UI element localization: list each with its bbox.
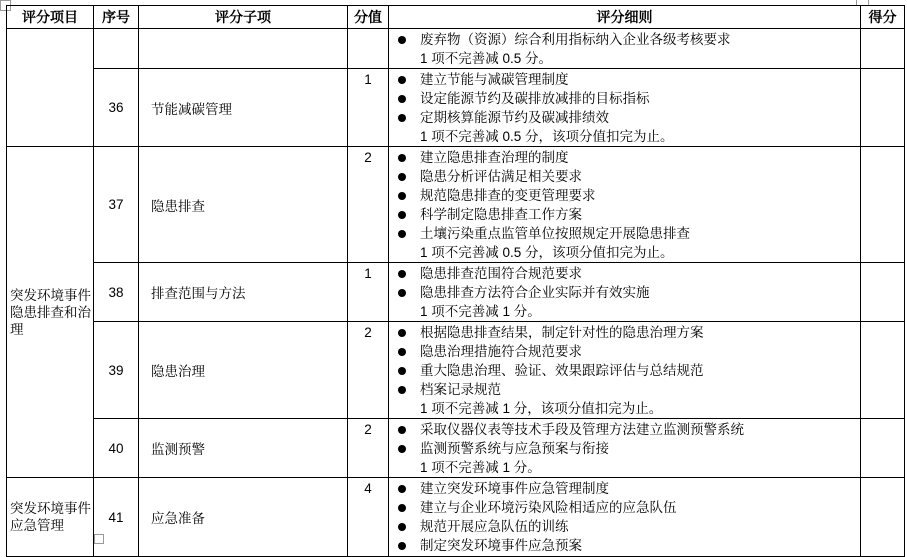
score-obtained-cell[interactable] bbox=[861, 478, 905, 557]
detail-text: 1 项不完善减 1 分。 bbox=[420, 460, 541, 475]
details-cell bbox=[389, 69, 861, 147]
detail-line bbox=[396, 167, 856, 186]
detail-text: 土壤污染重点监管单位按照规定开展隐患排查 bbox=[420, 226, 690, 241]
details-cell bbox=[389, 263, 861, 322]
detail-line bbox=[396, 439, 856, 458]
details-cell bbox=[389, 29, 861, 69]
detail-text: 档案记录规范 bbox=[420, 382, 501, 397]
detail-text: 采取仪器仪表等技术手段及管理方法建立监测预警系统 bbox=[420, 422, 744, 437]
score-value-cell bbox=[348, 29, 389, 69]
detail-text: 建立突发环境事件应急管理制度 bbox=[420, 481, 609, 496]
bullet-icon bbox=[396, 386, 420, 394]
table-row bbox=[7, 322, 905, 419]
detail-line bbox=[396, 479, 856, 498]
score-value-cell: 4 bbox=[348, 478, 389, 557]
detail-text: 隐患排查范围符合规范要求 bbox=[420, 266, 582, 281]
bullet-icon bbox=[396, 504, 420, 512]
detail-line bbox=[396, 342, 856, 361]
subitem-cell: 监测预警 bbox=[139, 419, 348, 478]
subitem-cell: 应急准备 bbox=[139, 478, 348, 557]
column-header-scoring-item: 评分项目 bbox=[7, 6, 94, 29]
score-obtained-cell[interactable] bbox=[861, 69, 905, 147]
detail-text: 1 项不完善减 1 分，该项分值扣完为止。 bbox=[420, 401, 663, 416]
detail-line bbox=[396, 361, 856, 380]
score-obtained-cell[interactable] bbox=[861, 419, 905, 478]
detail-line bbox=[396, 458, 856, 477]
detail-line bbox=[396, 536, 856, 555]
detail-text: 建立节能与减碳管理制度 bbox=[420, 72, 569, 87]
table-row bbox=[7, 69, 905, 147]
detail-line bbox=[396, 127, 856, 146]
detail-text: 设定能源节约及碳排放减排的目标指标 bbox=[420, 91, 650, 106]
score-value-cell: 2 bbox=[348, 322, 389, 419]
detail-text: 定期核算能源节约及碳减排绩效 bbox=[420, 110, 609, 125]
detail-text: 废弃物（资源）综合利用指标纳入企业各级考核要求 bbox=[420, 32, 731, 47]
table-row bbox=[7, 147, 905, 263]
row-number-cell: 39 bbox=[94, 322, 139, 419]
bullet-icon bbox=[396, 173, 420, 181]
row-number-cell bbox=[94, 29, 139, 69]
bullet-icon bbox=[396, 192, 420, 200]
detail-line bbox=[396, 148, 856, 167]
detail-line bbox=[396, 302, 856, 321]
row-number-cell: 37 bbox=[94, 147, 139, 263]
group-cell bbox=[7, 29, 94, 147]
detail-text: 重大隐患治理、验证、效果跟踪评估与总结规范 bbox=[420, 363, 704, 378]
score-obtained-cell[interactable] bbox=[861, 29, 905, 69]
detail-text: 科学制定隐患排查工作方案 bbox=[420, 207, 582, 222]
row-number-cell: 38 bbox=[94, 263, 139, 322]
detail-text: 根据隐患排查结果，制定针对性的隐患治理方案 bbox=[420, 325, 704, 340]
detail-line bbox=[396, 380, 856, 399]
detail-line bbox=[396, 243, 856, 262]
detail-text: 规范隐患排查的变更管理要求 bbox=[420, 188, 596, 203]
detail-text: 监测预警系统与应急预案与衔接 bbox=[420, 441, 609, 456]
detail-text: 1 项不完善减 1 分。 bbox=[420, 304, 541, 319]
table-row bbox=[7, 478, 905, 557]
detail-text: 建立与企业环境污染风险相适应的应急队伍 bbox=[420, 500, 677, 515]
detail-text: 1 项不完善减 0.5 分，该项分值扣完为止。 bbox=[420, 129, 674, 144]
detail-text: 规范开展应急队伍的训练 bbox=[420, 519, 569, 534]
bullet-icon bbox=[396, 95, 420, 103]
subitem-cell bbox=[139, 29, 348, 69]
detail-line bbox=[396, 49, 856, 68]
bullet-icon bbox=[396, 270, 420, 278]
row-number-cell: 41 bbox=[94, 478, 139, 557]
detail-text: 建立隐患排查治理的制度 bbox=[420, 150, 569, 165]
bullet-icon bbox=[396, 329, 420, 337]
column-header-scoring-rules: 评分细则 bbox=[389, 6, 861, 29]
bullet-icon bbox=[396, 36, 420, 44]
details-cell bbox=[389, 322, 861, 419]
detail-line bbox=[396, 30, 856, 49]
score-obtained-cell[interactable] bbox=[861, 322, 905, 419]
bullet-icon bbox=[396, 289, 420, 297]
table-header-row bbox=[7, 6, 905, 29]
scoring-table bbox=[6, 5, 905, 557]
bullet-icon bbox=[396, 523, 420, 531]
detail-line bbox=[396, 205, 856, 224]
bullet-icon bbox=[396, 230, 420, 238]
score-value-cell: 2 bbox=[348, 419, 389, 478]
score-obtained-cell[interactable] bbox=[861, 147, 905, 263]
bullet-icon bbox=[396, 542, 420, 550]
detail-text: 1 项不完善减 0.5 分，该项分值扣完为止。 bbox=[420, 245, 674, 260]
detail-line bbox=[396, 186, 856, 205]
table-row bbox=[7, 263, 905, 322]
subitem-cell: 排查范围与方法 bbox=[139, 263, 348, 322]
column-header-score-value: 分值 bbox=[348, 6, 389, 29]
column-header-score-obtained: 得分 bbox=[861, 6, 905, 29]
detail-line bbox=[396, 264, 856, 283]
details-cell bbox=[389, 419, 861, 478]
group-cell: 突发环境事件隐患排查和治理 bbox=[7, 147, 94, 478]
detail-text: 隐患治理措施符合规范要求 bbox=[420, 344, 582, 359]
bullet-icon bbox=[396, 485, 420, 493]
detail-line bbox=[396, 108, 856, 127]
bullet-icon bbox=[396, 445, 420, 453]
row-number-cell: 36 bbox=[94, 69, 139, 147]
bullet-icon bbox=[396, 154, 420, 162]
score-value-cell: 2 bbox=[348, 147, 389, 263]
column-header-sub-item: 评分子项 bbox=[139, 6, 348, 29]
detail-line bbox=[396, 420, 856, 439]
detail-line bbox=[396, 399, 856, 418]
detail-line bbox=[396, 498, 856, 517]
row-number-cell: 40 bbox=[94, 419, 139, 478]
details-cell bbox=[389, 147, 861, 263]
detail-line bbox=[396, 89, 856, 108]
detail-line bbox=[396, 224, 856, 243]
bullet-icon bbox=[396, 348, 420, 356]
detail-line bbox=[396, 517, 856, 536]
score-value-cell: 1 bbox=[348, 69, 389, 147]
table-row bbox=[7, 419, 905, 478]
detail-text: 隐患分析评估满足相关要求 bbox=[420, 169, 582, 184]
bullet-icon bbox=[396, 76, 420, 84]
subitem-cell: 隐患排查 bbox=[139, 147, 348, 263]
table-row bbox=[7, 29, 905, 69]
bullet-icon bbox=[396, 367, 420, 375]
bullet-icon bbox=[396, 426, 420, 434]
subitem-cell: 节能减碳管理 bbox=[139, 69, 348, 147]
column-header-number: 序号 bbox=[94, 6, 139, 29]
detail-line bbox=[396, 283, 856, 302]
detail-text: 隐患排查方法符合企业实际并有效实施 bbox=[420, 285, 650, 300]
bullet-icon bbox=[396, 211, 420, 219]
detail-line bbox=[396, 323, 856, 342]
bullet-icon bbox=[396, 114, 420, 122]
subitem-cell: 隐患治理 bbox=[139, 322, 348, 419]
detail-line bbox=[396, 70, 856, 89]
detail-text: 制定突发环境事件应急预案 bbox=[420, 538, 582, 553]
details-cell bbox=[389, 478, 861, 557]
group-cell: 突发环境事件应急管理 bbox=[7, 478, 94, 557]
detail-text: 1 项不完善减 0.5 分。 bbox=[420, 51, 553, 66]
score-value-cell: 1 bbox=[348, 263, 389, 322]
score-obtained-cell[interactable] bbox=[861, 263, 905, 322]
